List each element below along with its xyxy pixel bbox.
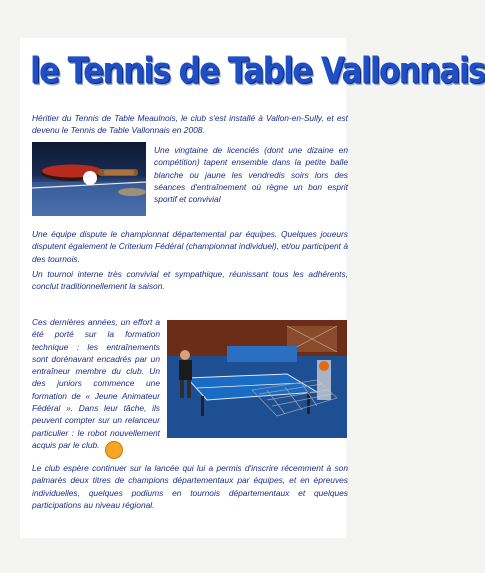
closing-paragraph: Le club espère continuer sur la lancée qui lui a permis d'inscrire récemment à son palmarès deux titres de champions départementaux par équipes, et en épreuves individuelles, quelques podiums en tournois départementaux et quelques participations au niveau régional. (32, 463, 348, 510)
members-paragraph: Une vingtaine de licenciés (dont une dizaine en compétition) tapent ensemble dans la petite balle blanche ou jaune les vendredis soirs lors des séances d'entraînement où règne un bon esprit sportif et convivial (154, 145, 348, 205)
racket-photo (32, 142, 146, 216)
training-paragraph: Ces dernières années, un effort a été porté sur la formation technique : les entraînements sont dorénavant encadrés par un entraîneur membre du club. Un des juniors commence une formation de « Jeune Animateur Fédéral ». Dans leur tâche, ils peuvent compter sur un relanceur particulier : le robot nouvellement acquis par le club. (32, 317, 160, 450)
intro-paragraph: Héritier du Tennis de Table Meaulnois, le club s'est installé à Vallon-en-Sully, et est devenu le Tennis de Table Vallonnais en 2008. (32, 113, 348, 136)
racket-illustration (32, 142, 146, 216)
training-photo (167, 320, 347, 438)
championship-paragraph: Une équipe dispute le championnat départemental par équipes. Quelques joueurs disputent également le Criterium Fédéral (championnat individuel), et/ou participent à des tournois. (32, 229, 348, 264)
page-title: le Tennis de Table Vallonnais (30, 50, 485, 92)
training-illustration (167, 320, 347, 438)
orange-ball-icon (105, 441, 123, 459)
tournament-paragraph: Un tournoi interne très convivial et sympathique, réunissant tous les adhérents, conclut traditionnellement la saison. (32, 269, 348, 292)
